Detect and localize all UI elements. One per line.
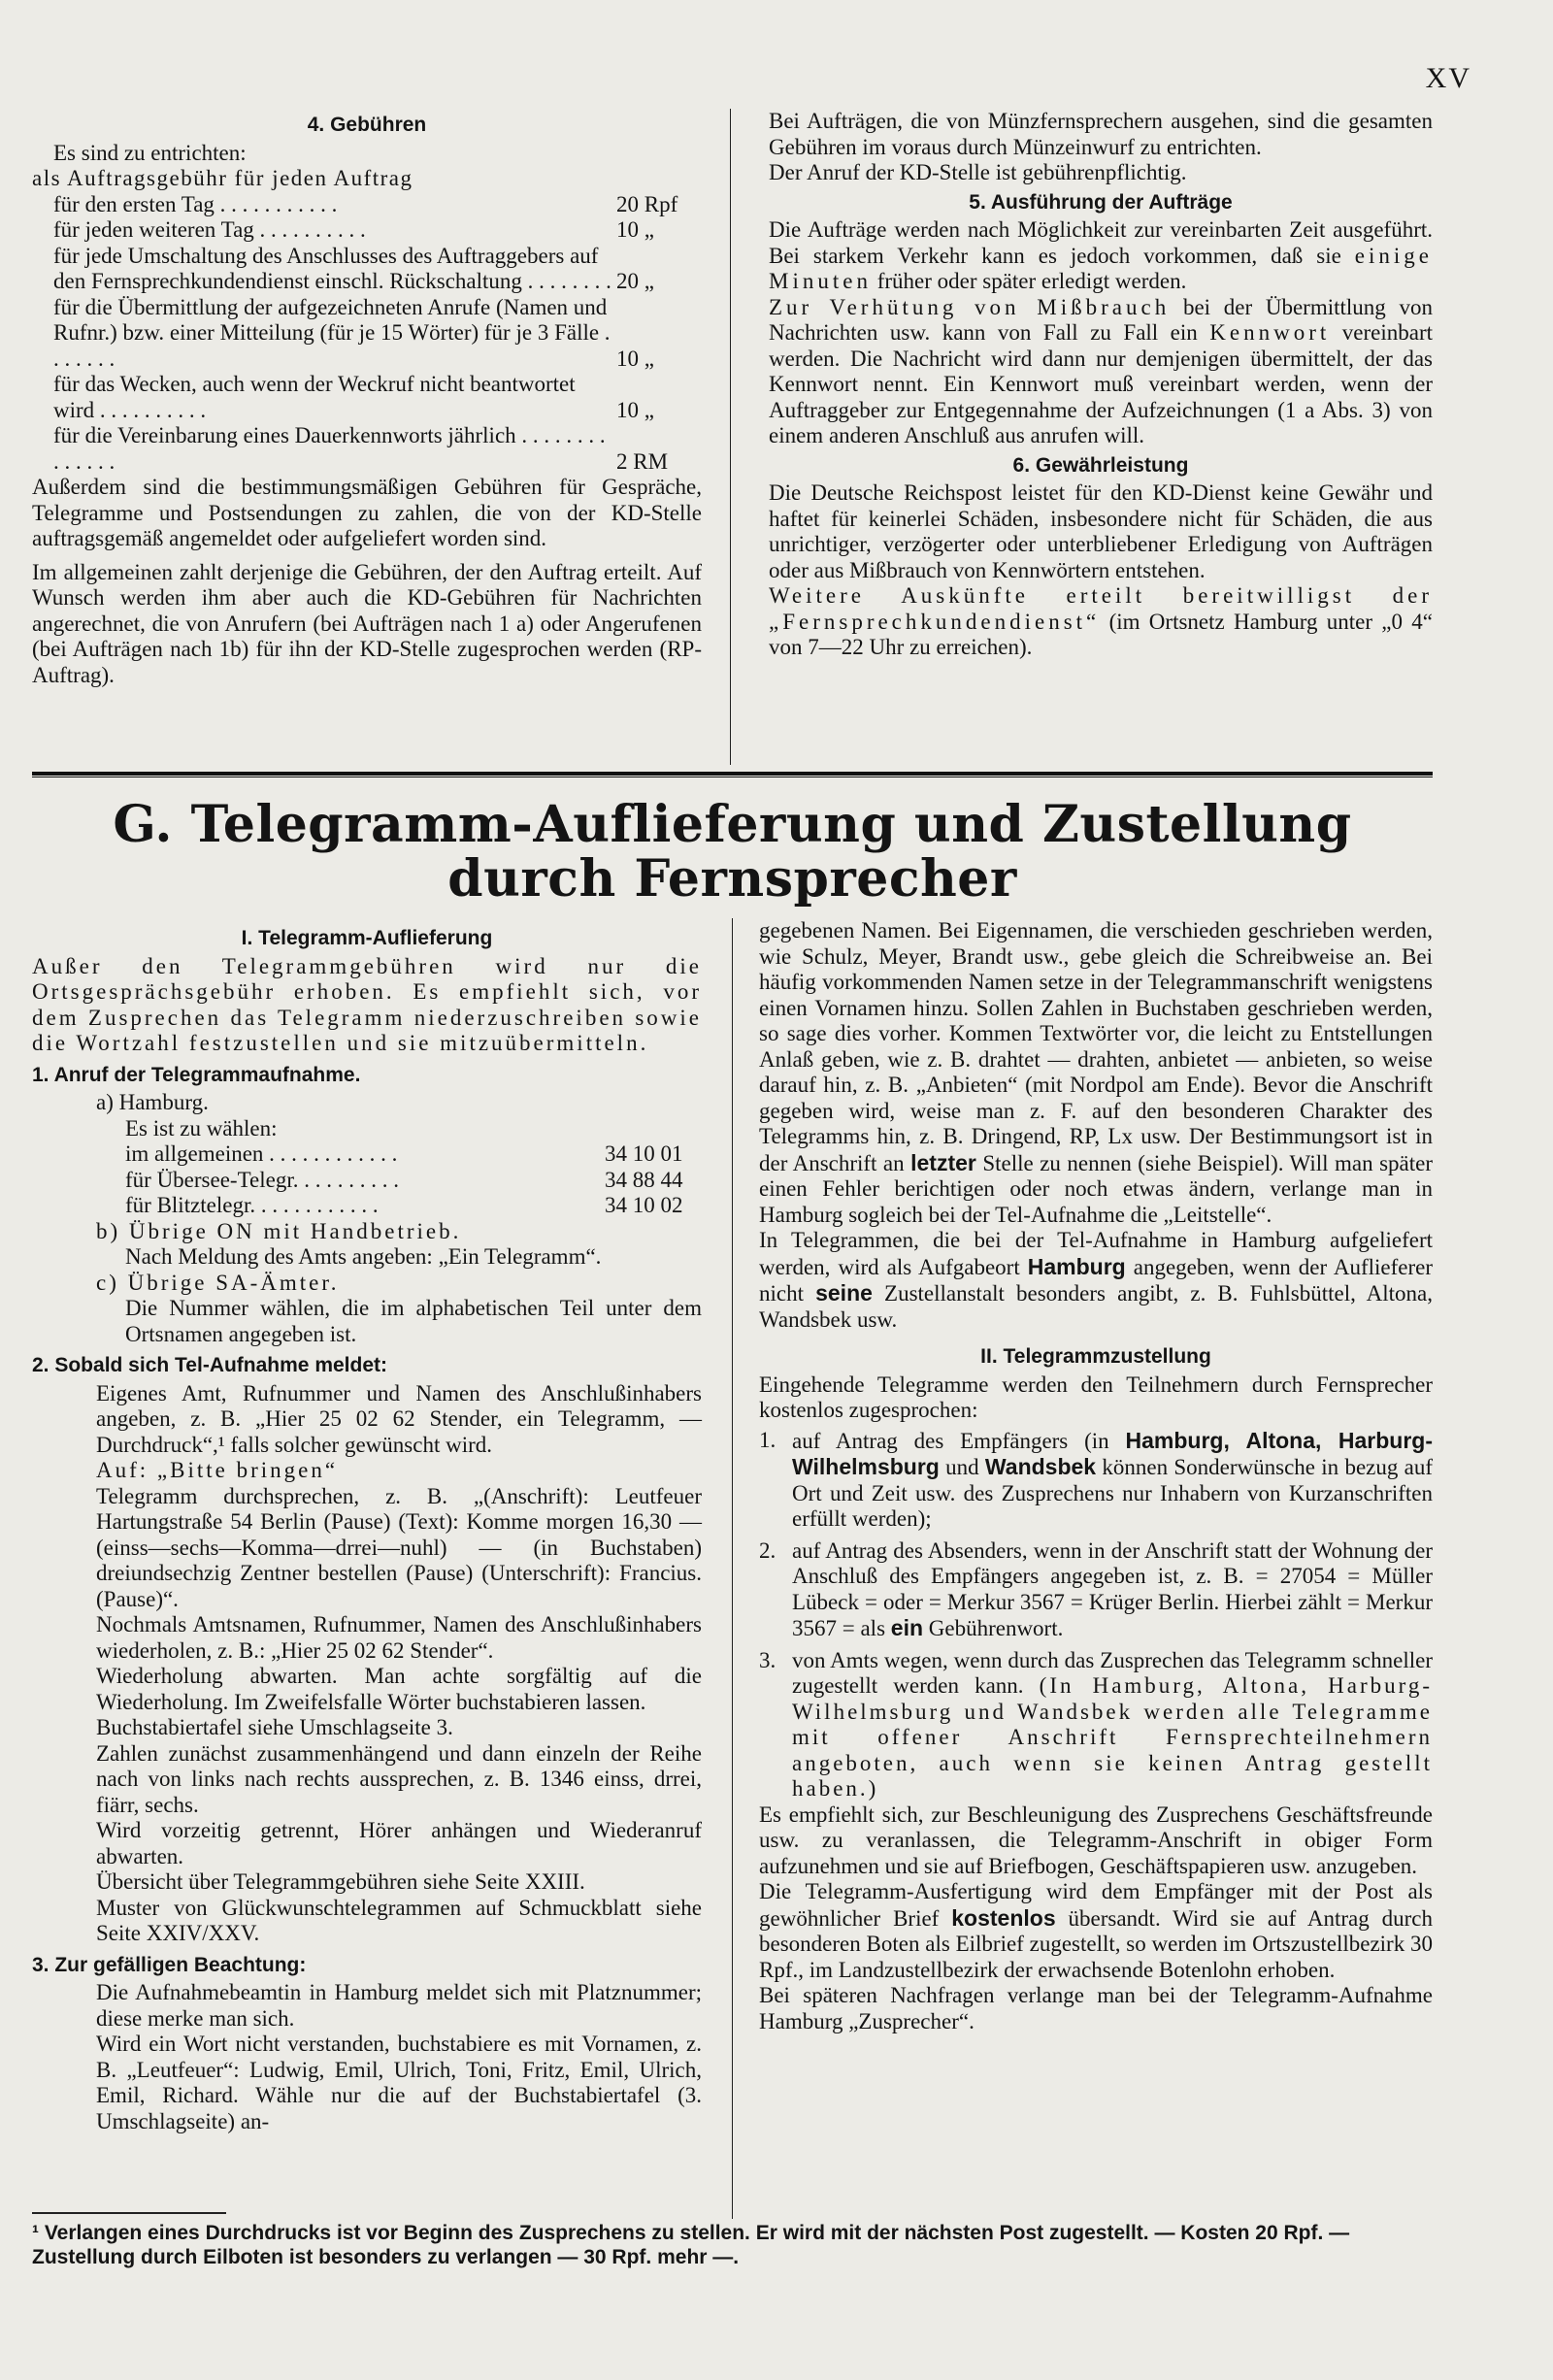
step-paragraph: Auf: „Bitte bringen“ [96,1458,339,1482]
warranty-paragraph: Die Deutsche Reichspost leistet für den KD-Dienst keine Gewähr und haftet für keinerlei Schäden, insbesondere nicht für Schäden, die aus unrichtiger, verzögerter oder unterbliebener Erledigung von Aufträgen oder aus Mißbrauch von Kennwörtern entstehen. [769,480,1433,582]
step-paragraph: Wiederholung abwarten. Man achte sorgfältig auf die Wiederholung. Im Zweifelsfalle Wörter buchstabieren lassen. [96,1664,702,1714]
note-block [32,1980,702,2134]
fee-row: für jeden weiteren Tag . . . . . . . . . . 10 „ [53,217,654,242]
coin-phone-paragraph: Bei Aufträgen, die von Münzfernsprechern ausgehen, sind die gesamten Gebühren im voraus durch Münzeinwurf zu entrichten. [769,109,1433,159]
fees-as: als Auftragsgebühr für jeden Auftrag [32,166,413,190]
item-b-label: b) Übrige ON mit Handbetrieb. [96,1218,462,1243]
copy-paragraph: Die Telegramm-Ausfertigung wird dem Empfänger mit der Post als gewöhnlicher Brief kostenlos übersandt. Wird sie auf Antrag durch besonderen Boten als Eilbrief zugestellt, so werden im Ortszustellbezirk 30 Rpf., im Landzustellbezirk der erwachsende Botenlohn erhoben. [759,1879,1434,1982]
list-item: 2. auf Antrag des Absenders, wenn in der Anschrift statt der Wohnung der Anschluß des Empfängers angegeben ist, z. B. = 27054 = Müller Lübeck = oder = Merkur 3567 = Krüger Berlin. Hierbei zählt = Merkur 3567 = als ein Gebührenwort. [759,1537,1433,1640]
submission-intro: Außer den Telegrammgebühren wird nur die Ortsgesprächsgebühr erhoben. Es empfiehlt sich, vor dem Zusprechen das Telegramm niederzuschreiben sowie die Wortzahl festzustellen und sie mitzuübermitteln. [32,953,702,1055]
item-a-sub: Es ist zu wählen: [125,1115,278,1140]
origin-paragraph: In Telegrammen, die bei der Tel-Aufnahme in Hamburg aufgeliefert werden, wird als Aufgabeort Hamburg angegeben, wenn der Auflieferer nicht seine Zustellanstalt besonders angibt, z. B. Fuhlsbüttel, Altona, Wandsbek usw. [759,1228,1434,1332]
note-paragraph: Wird ein Wort nicht verstanden, buchstabiere es mit Vornamen, z. B. „Leutfeuer“: Ludwig, Emil, Ulrich, Toni, Fritz, Emil, Ulrich, Emil, Richard. Wähle nur die auf der Buchstabiertafel (3. Umschlagseite) an- [96,2032,702,2133]
info-paragraph: Weitere Auskünfte erteilt bereitwilligst der „Fernsprechkundendienst“ (im Ortsnetz Hamburg unter „0 4“ von 7—22 Uhr zu erreichen). [769,583,1434,659]
section-heading-fees: 4. Gebühren [307,114,427,136]
fee-list [32,192,702,476]
section-heading-execution: 5. Ausführung der Aufträge [969,190,1233,214]
column-divider [732,918,733,2219]
misuse-paragraph: Zur Verhütung von Mißbrauch bei der Übermittlung von Nachrichten usw. kann von Fall zu Fall ein Kennwort vereinbart werden. Die Nachricht wird dann nur demjenigen übermittelt, der das Kennwort nennt. Ein Kennwort muß vereinbart werden, wenn der Auftraggeber zur Entgegennahme der Aufzeichnungen (1 a Abs. 3) von einem anderen Anschluß aus anrufen will. [769,294,1434,447]
step-paragraph: Zahlen zunächst zusammenhängend und dann einzeln der Reihe nach von links nach rechts aussprechen, z. B. 1346 einss, drrei, fiärr, sechs. [96,1740,702,1817]
section-rule [32,772,1433,776]
fee-row: für das Wecken, auch wenn der Weckruf nicht beantwortet wird . . . . . . . . . . 10 „ [53,372,654,422]
recommendation-paragraph: Es empfiehlt sich, zur Beschleunigung des Zusprechens Geschäftsfreunde usw. zu veranlassen, die Telegramm-Anschrift in obiger Form aufzunehmen und sie auf Briefbogen, Geschäftspapieren usw. anzugeben. [759,1802,1433,1878]
step-paragraph: Übersicht über Telegrammgebühren siehe Seite XXIII. [96,1869,585,1894]
telephone-row: für Blitztelegr. . . . . . . . . . . . 34 10 02 [125,1193,683,1217]
step-paragraph: Telegramm durchsprechen, z. B. „(Anschrift): Leutfeuer Hartungstraße 54 Berlin (Pause) (Text): Komme morgen 16,30 — (einss—sechs—Komma—drrei—nuhl) — (in Buchstaben) dreiundsechzig Zentner bestellen (Pause) (Unterschrift): Francius. (Pause)“. [96,1483,702,1611]
note-paragraph: Die Aufnahmebeamtin in Hamburg meldet sich mit Platznummer; diese merke man sich. [96,1980,702,2031]
telephone-row: im allgemeinen . . . . . . . . . . . . 34 10 01 [125,1141,683,1166]
page-number: XV [1425,62,1471,94]
column-execution [769,109,1433,661]
item-a-label: a) Hamburg. [96,1090,209,1114]
execution-paragraph: Die Aufträge werden nach Möglichkeit zur vereinbarten Zeit ausgeführt. Bei starkem Verkehr kann es jedoch vorkommen, daß sie einige Minuten früher oder später erledigt werden. [769,217,1433,293]
fee-row: für die Übermittlung der aufgezeichneten Anrufe (Namen und Rufnr.) bzw. einer Mitteilung (für je 15 Wörter) für je 3 Fälle . . . . . . . 10 „ [53,294,654,371]
section-heading-submission: I. Telegramm-Auflieferung [241,927,493,949]
footnote: ¹ Verlangen eines Durchdrucks ist vor Beginn des Zusprechens zu stellen. Er wird mit der nächsten Post zugestellt. — Kosten 20 Rpf. — Zustellung durch Eilboten ist besonders zu verlangen — 30 Rpf. mehr —. [32,2222,1350,2268]
list-item: 3. von Amts wegen, wenn durch das Zusprechen das Telegramm schneller zugestellt werden kann. (In Hamburg, Altona, Harburg-Wilhelmsburg und Wandsbek werden alle Telegramme mit offener Anschrift Fernsprechteilnehmern angeboten, auch wenn sie keinen Antrag gestellt haben.) [759,1647,1434,1801]
column-telegram-submission [32,922,702,2134]
subheading-when-answered: 2. Sobald sich Tel-Aufnahme meldet: [32,1354,388,1376]
step-paragraph: Eigenes Amt, Rufnummer und Namen des Anschlußinhabers angeben, z. B. „Hier 25 02 62 Stender, ein Telegramm, — Durchdruck“,¹ falls solcher gewünscht wird. [96,1380,702,1457]
kd-call-paragraph: Der Anruf der KD-Stelle ist gebührenpflichtig. [769,160,1187,184]
column-divider [730,109,731,765]
telephone-list [32,1141,702,1219]
list-item: 1. auf Antrag des Empfängers (in Hamburg, Altona, Harburg-Wilhelmsburg und Wandsbek können Sonderwünsche in bezug auf Ort und Zeit usw. des Zusprechens nur Inhabern von Kurzanschriften erfüllt werden); [759,1427,1434,1531]
section-heading-warranty: 6. Gewährleistung [1012,453,1189,477]
fee-row: für den ersten Tag . . . . . . . . . . . 20 Rpf [53,191,678,216]
names-paragraph: gegebenen Namen. Bei Eigennamen, die verschieden geschrieben werden, wie Schulz, Meyer, Brandt usw., gebe gleich die Schreibweise an. Bei häufig vorkommenden Namen setze in der Telegrammanschrift wenigstens einen Vornamen hinzu. Sollen Zahlen in Buchstaben geschrieben werden, so sage dies vorher. Kommen Textwörter vor, die leicht zu Entstellungen Anlaß geben, wie z. B. drahtet — drahten, anbietet — anbieten, so weise darauf hin, z. B. „Anbieten“ (mit Nordpol am Ende). Bevor die Anschrift gegeben wird, weise man z. F. auf den besonderen Charakter des Telegramms hin, z. B. Dringend, RP, Lx usw. Der Bestimmungsort ist in der Anschrift an letzter Stelle zu nennen (siehe Beispiel). Will man später einen Fehler berichtigen oder noch etwas ändern, verlange man in Hamburg sogleich bei der Tel-Aufnahme die „Leitstelle“. [759,918,1433,1227]
fees-paragraph: Außerdem sind die bestimmungsmäßigen Gebühren für Gespräche, Telegramme und Postsendungen zu zahlen, die von der KD-Stelle auftragsgemäß angemeldet oder aufgeliefert worden sind. [32,475,702,550]
item-c-text: Die Nummer wählen, die im alphabetischen Teil unter dem Ortsnamen angegeben ist. [125,1296,702,1346]
fee-row: für jede Umschaltung des Anschlusses des Auftraggebers auf den Fernsprechkundendienst einschl. Rückschaltung . . . . . . . . 20 „ [53,243,654,293]
inquiry-paragraph: Bei späteren Nachfragen verlange man bei der Telegramm-Aufnahme Hamburg „Zusprecher“. [759,1983,1433,2033]
step-paragraph: Buchstabiertafel siehe Umschlagseite 3. [96,1715,453,1739]
footnote-rule [32,2212,226,2214]
step-paragraph: Wird vorzeitig getrennt, Hörer anhängen und Wiederanruf abwarten. [96,1818,702,1868]
fee-row: für die Vereinbarung eines Dauerkennworts jährlich . . . . . . . . . . . . . . 2 RM [53,423,669,474]
section-heading-delivery: II. Telegrammzustellung [980,1345,1211,1368]
chapter-title: G. Telegramm-Auflieferung und Zustellung durch Fernsprecher [113,795,1352,909]
step-paragraph: Nochmals Amtsnamen, Rufnummer, Namen des Anschlußinhabers wiederholen, z. B.: „Hier 25 02 62 Stender“. [96,1612,702,1663]
when-answered-block [32,1381,702,1947]
fees-intro: Es sind zu entrichten: [53,140,247,165]
item-b-text: Nach Meldung des Amts angeben: „Ein Telegramm“. [125,1244,602,1269]
column-fees [32,109,702,688]
telephone-row: für Übersee-Telegr. . . . . . . . . . 34 88 44 [125,1167,683,1192]
column-telegram-delivery [759,918,1433,2034]
fees-paragraph: Im allgemeinen zahlt derjenige die Gebühren, der den Auftrag erteilt. Auf Wunsch werden ihm aber auch die KD-Gebühren für Nachrichten angerechnet, die von Anrufern (bei Aufträgen nach 1 a) oder Angerufenen (bei Aufträgen nach 1b) für ihn der KD-Stelle zugesprochen werden (RP-Auftrag). [32,559,702,687]
subheading-note: 3. Zur gefälligen Beachtung: [32,1953,307,1976]
delivery-intro: Eingehende Telegramme werden den Teilnehmern durch Fernsprecher kostenlos zugesprochen: [759,1372,1433,1422]
item-c-label: c) Übrige SA-Ämter. [96,1270,340,1295]
step-paragraph: Muster von Glückwunschtelegrammen auf Schmuckblatt siehe Seite XXIV/XXV. [96,1895,702,1945]
subheading-call: 1. Anruf der Telegrammaufnahme. [32,1063,361,1086]
